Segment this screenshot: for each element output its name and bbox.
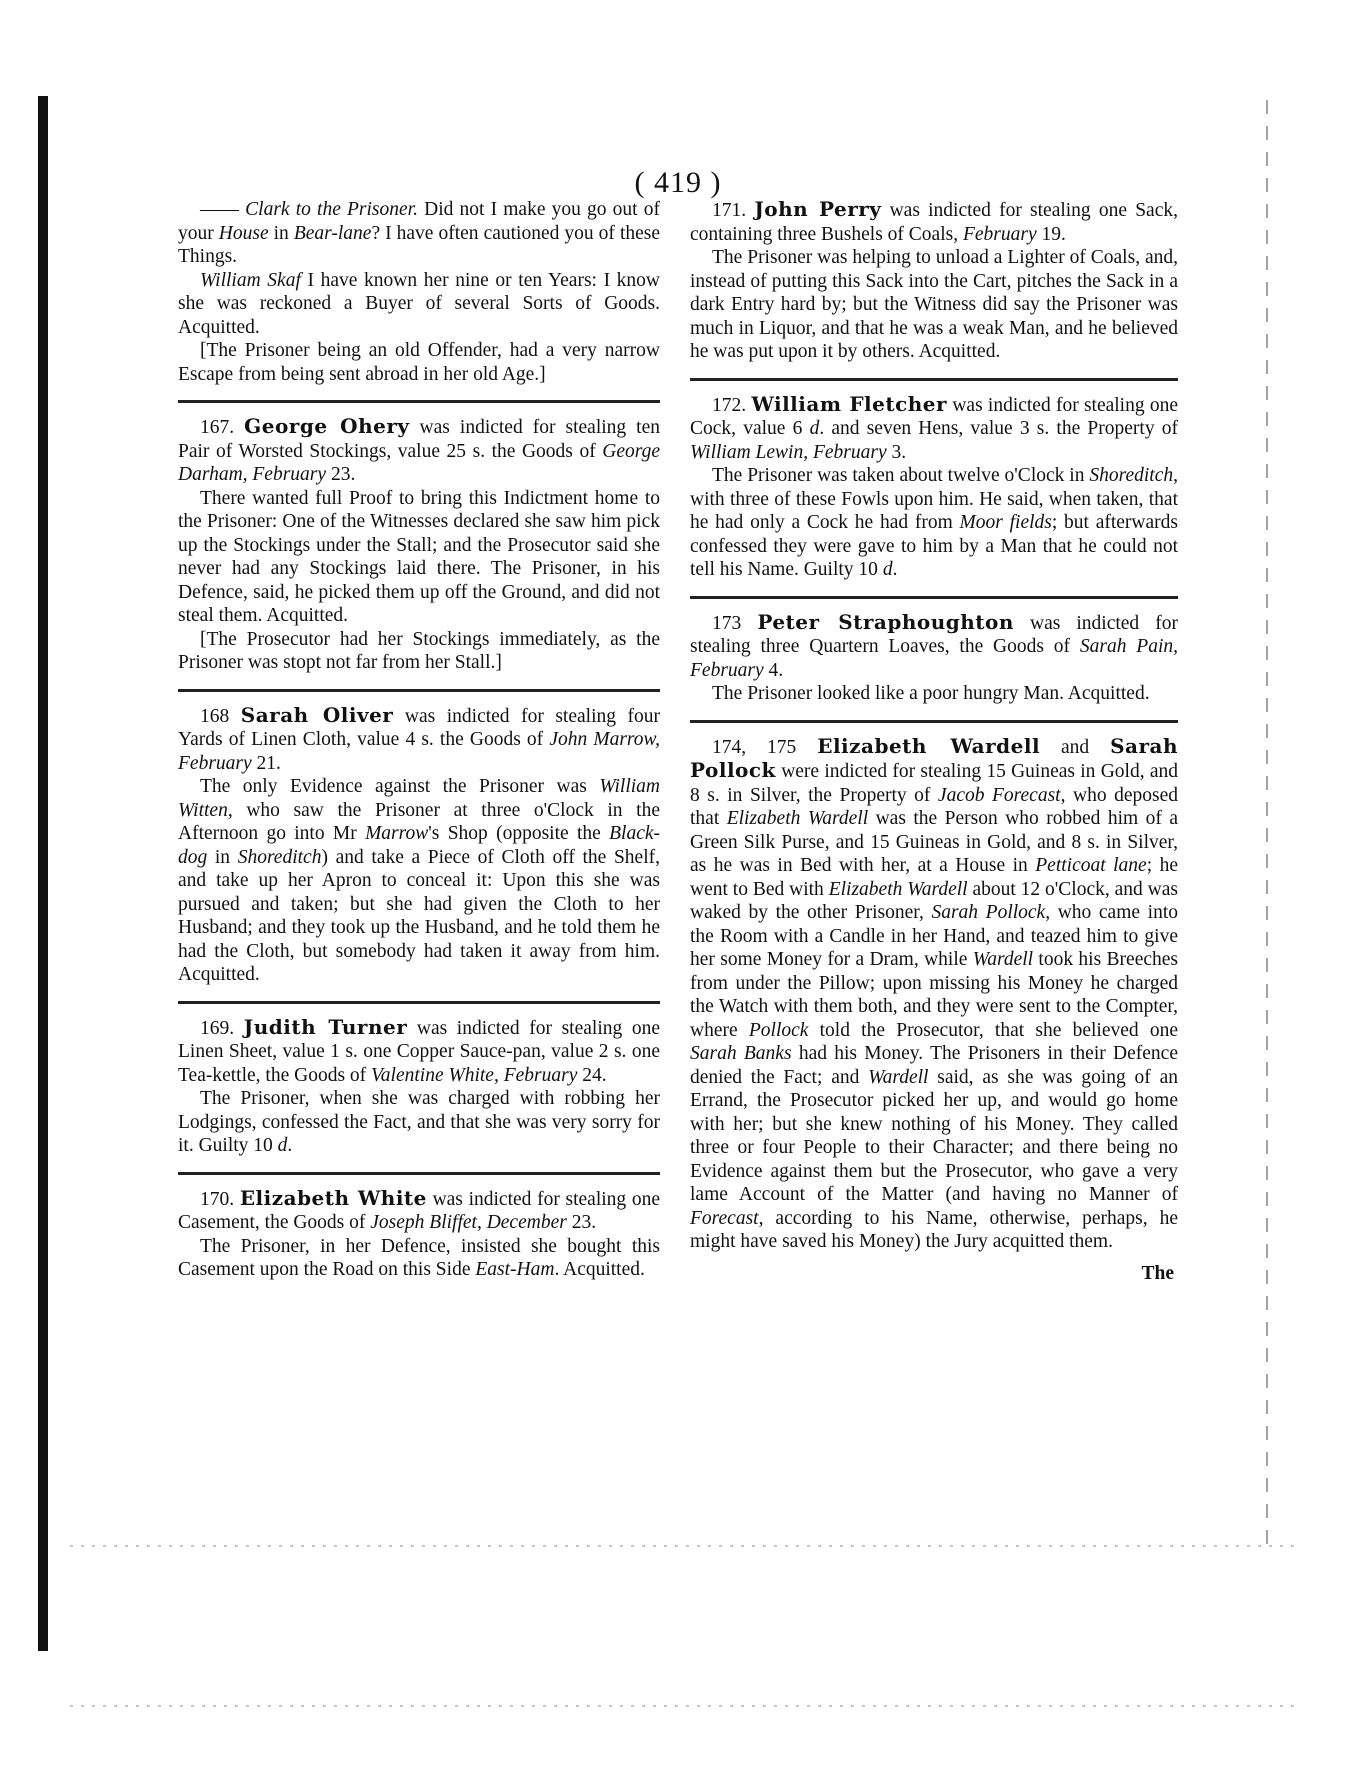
italic-text: George Darham, February: [178, 440, 660, 485]
name-blackletter: George Ohery: [244, 414, 410, 438]
italic-text: Petticoat lane: [1035, 855, 1147, 876]
italic-text: d: [809, 418, 820, 439]
text-run: ) and take a Piece of Cloth off the Shelf, and take up her Apron to conceal it: Upon this she was pursued and taken; but she had given the Cloth to her Husband; and they took up the Husband, and he told them he had the Cloth, but somebody had taken it away from him. Acquitted.: [178, 846, 660, 985]
italic-text: Sarah Banks: [690, 1043, 792, 1064]
evidence: [178, 487, 660, 628]
page-number: ( 419 ): [634, 166, 722, 199]
text-run: 24.: [577, 1064, 607, 1086]
text-run: , who came into the Room with a Candle in her Hand, and teazed him to give her some Money for a Dram, while: [690, 902, 1178, 970]
text-run: Did not I make you go out of your: [178, 199, 660, 244]
entry-172: [690, 393, 1178, 582]
text-run: ? I have often cautioned you of these Things.: [178, 222, 661, 267]
italic-text: Sarah Pollock: [931, 902, 1046, 923]
text-run: was indicted for stealing one Casement, the Goods of: [178, 1188, 660, 1233]
catchword: The: [1141, 1262, 1174, 1284]
text-run: 172.: [712, 394, 752, 416]
text-run: The Prisoner looked like a poor hungry Man. Acquitted.: [712, 683, 1150, 704]
editorial-note: [178, 628, 660, 675]
italic-text: Moor fields: [959, 512, 1052, 533]
section-rule: [178, 689, 660, 692]
italic-text: House: [218, 222, 269, 244]
text-run: ; but afterwards confessed they were gave to him by a Man that he could not tell his Name. Guilty 10: [690, 512, 1178, 580]
section-rule: [178, 400, 660, 403]
evidence: [178, 1087, 660, 1158]
text-run: , according to his Name, otherwise, perhaps, he might have saved his Money) the Jury acquitted them.: [690, 1207, 1178, 1252]
italic-text: Elizabeth Wardell: [726, 808, 869, 829]
italic-text: John Marrow, February: [178, 729, 660, 774]
section-rule: [690, 378, 1178, 381]
evidence: [178, 1235, 660, 1282]
text-run: 174, 175: [712, 736, 818, 758]
scan-margin-mark: [1266, 100, 1268, 1550]
entry-171: [690, 198, 1178, 364]
indictment: [178, 704, 660, 776]
editorial-note: [178, 339, 660, 386]
text-run: was indicted for stealing ten Pair of Worsted Stockings, value 25 s. the Goods of: [178, 417, 661, 462]
scan-noise: [70, 1545, 1296, 1547]
entry-173: [690, 611, 1178, 706]
text-run: 23.: [566, 1212, 597, 1233]
text-run: 23.: [326, 464, 356, 485]
text-run: The Prisoner, when she was charged with robbing her Lodgings, confessed the Fact, and that she was very sorry for it. Guilty 10: [178, 1088, 660, 1156]
evidence: [178, 775, 660, 987]
italic-text: Bear-lane: [293, 222, 372, 244]
text-run: ; he went to Bed with: [690, 855, 1179, 900]
entry-169: [178, 1016, 660, 1158]
text-run: 's Shop (opposite the: [428, 823, 610, 844]
entry-168: [178, 704, 660, 987]
text-run: [The Prosecutor had her Stockings immediately, as the Prisoner was stopt not far from her Stall.]: [178, 628, 660, 673]
entry-166-continued: [178, 198, 660, 386]
indictment: [178, 1016, 660, 1088]
entry-174-175: [690, 735, 1178, 1254]
italic-text: Wardell: [868, 1066, 929, 1088]
entry-170: [178, 1187, 660, 1282]
text-run: 4.: [763, 659, 784, 681]
section-rule: [178, 1001, 660, 1004]
text-run: were indicted for stealing 15 Guineas in Gold, and 8 s. in Silver, the Property of: [690, 761, 1178, 806]
text-run: 169.: [200, 1017, 244, 1039]
text-run: 3.: [886, 441, 907, 463]
text-run: ——: [200, 199, 246, 220]
text-run: had his Money. The Prisoners in their Defence denied the Fact; and: [690, 1043, 1178, 1088]
text-run: .: [287, 1135, 293, 1156]
text-run: was indicted for stealing one Sack, containing three Bushels of Coals,: [690, 200, 1178, 245]
text-run: in: [268, 222, 294, 244]
text-run: in: [207, 846, 238, 868]
name-blackletter: Peter Straphoughton: [757, 609, 1014, 634]
evidence: [690, 464, 1178, 582]
italic-text: Wardell: [972, 949, 1034, 970]
indictment: [690, 735, 1178, 1254]
italic-text: Valentine White, February: [371, 1064, 578, 1086]
text-run: 168: [200, 705, 241, 727]
text-run: The only Evidence against the Prisoner was: [200, 776, 600, 797]
name-blackletter: Elizabeth White: [239, 1185, 427, 1210]
text-run: was indicted for stealing one Cock, value 6: [690, 394, 1179, 439]
page-binding-edge: [38, 96, 48, 1651]
section-rule: [178, 1172, 660, 1175]
indictment: [690, 198, 1178, 246]
right-column: [690, 198, 1178, 1285]
name-blackletter: Sarah Pollock: [690, 733, 1179, 782]
italic-text: Forecast: [690, 1207, 759, 1229]
italic-text: William Witten: [178, 776, 660, 821]
text-run: 173: [712, 612, 758, 634]
text-run: , with three of these Fowls upon him. He said, when taken, that he had only a Cock he had from: [690, 465, 1178, 533]
text-run: was the Person who robbed him of a Green Silk Purse, and 15 Guineas in Gold, and 8 s. in Silver, as he was in Bed with her, at a House in: [690, 808, 1178, 876]
text-run: The Prisoner was taken about twelve o'Clock in: [712, 465, 1090, 486]
left-column: [178, 198, 660, 1282]
text-run: told the Prosecutor, that she believed one: [808, 1019, 1179, 1041]
italic-text: Sarah Pain, February: [690, 636, 1179, 681]
entry-167: [178, 415, 660, 675]
text-run: 19.: [1036, 223, 1066, 245]
italic-text: East-Ham: [475, 1259, 555, 1280]
italic-text: Joseph Bliffet, December: [370, 1212, 567, 1233]
text-run: . and seven Hens, value 3 s. the Property of: [819, 418, 1178, 439]
italic-text: Black-dog: [178, 823, 661, 868]
text-run: took his Breeches from under the Pillow; upon missing his Money he charged the Watch with them both, and they were sent to the Compter, where: [690, 949, 1178, 1041]
text-run: , who deposed that: [690, 784, 1179, 829]
italic-text: Jacob Forecast: [937, 784, 1061, 806]
indictment: [690, 611, 1178, 683]
text-run: 21.: [251, 752, 281, 774]
indictment: [178, 415, 660, 487]
section-rule: [690, 596, 1178, 599]
name-blackletter: John Perry: [754, 197, 882, 221]
section-rule: [690, 720, 1178, 723]
italic-text: February: [962, 223, 1037, 245]
italic-text: Shoreditch: [1089, 465, 1174, 486]
text-run: was indicted for stealing three Quartern Loaves, the Goods of: [690, 612, 1178, 657]
italic-text: Elizabeth Wardell: [828, 878, 968, 900]
text-run: was indicted for stealing four Yards of Linen Cloth, value 4 s. the Goods of: [178, 705, 661, 750]
dialogue-clark: [178, 198, 660, 269]
italic-text: Shoreditch: [237, 846, 322, 868]
scan-noise: [70, 1705, 1296, 1707]
text-run: 171.: [712, 200, 755, 221]
text-run: The Prisoner was helping to unload a Lighter of Coals, and, instead of putting this Sack into the Cart, pitches the Sack in a dark Entry hard by; but the Witness did say the Prisoner was much in Liquor, and that he was a weak Man, and he believed he was put upon it by others. Acquitted.: [690, 247, 1178, 362]
name-blackletter: Judith Turner: [243, 1014, 408, 1039]
text-run: and: [1040, 736, 1111, 758]
text-run: I have known her nine or ten Years: I know she was reckoned a Buyer of several Sorts of Goods. Acquitted.: [178, 269, 661, 338]
italic-text: Marrow: [365, 823, 429, 844]
italic-text: Clark to the Prisoner.: [245, 199, 418, 220]
text-run: . Acquitted.: [554, 1259, 645, 1280]
italic-text: William Skaf: [200, 269, 301, 291]
italic-text: Pollock: [748, 1019, 809, 1041]
dialogue-william-skaf: [178, 269, 660, 340]
text-run: There wanted full Proof to bring this Indictment home to the Prisoner: One of the Witnesses declared she saw him pick up the Stockings under the Stall; and the Prosecutor said she never had any Stockings laid there. The Prisoner, in his Defence, said, he picked them up off the Ground, and did not steal them. Acquitted.: [178, 487, 660, 626]
italic-text: William Lewin, February: [690, 441, 887, 463]
text-run: said, as she was going of an Errand, the Prosecutor picked her up, and would go home with her; but she knew nothing of his Money. They called three or four People to their Character; and there being no Evidence against them but the Prosecutor, who gave a very lame Account of the Matter (and having no Manner of: [690, 1066, 1178, 1205]
name-blackletter: Elizabeth Wardell: [817, 733, 1041, 758]
text-run: about 12 o'Clock, and was waked by the other Prisoner,: [690, 878, 1179, 923]
evidence: [690, 682, 1178, 706]
text-run: 167.: [200, 417, 245, 438]
text-run: The Prisoner, in her Defence, insisted she bought this Casement upon the Road on this Side: [178, 1235, 660, 1280]
text-run: , who saw the Prisoner at three o'Clock in the Afternoon go into Mr: [178, 799, 660, 844]
evidence: [690, 246, 1178, 364]
italic-text: d: [882, 559, 893, 580]
text-run: .: [892, 559, 898, 580]
indictment: [178, 1187, 660, 1235]
italic-text: d: [277, 1135, 288, 1156]
text-run: 170.: [200, 1188, 240, 1210]
name-blackletter: William Fletcher: [751, 391, 948, 416]
name-blackletter: Sarah Oliver: [240, 702, 394, 727]
indictment: [690, 393, 1178, 465]
text-run: [The Prisoner being an old Offender, had a very narrow Escape from being sent abroad in her old Age.]: [178, 340, 660, 385]
text-run: was indicted for stealing one Linen Sheet, value 1 s. one Copper Sauce-pan, value 2 s. one Tea-kettle, the Goods of: [178, 1017, 661, 1086]
